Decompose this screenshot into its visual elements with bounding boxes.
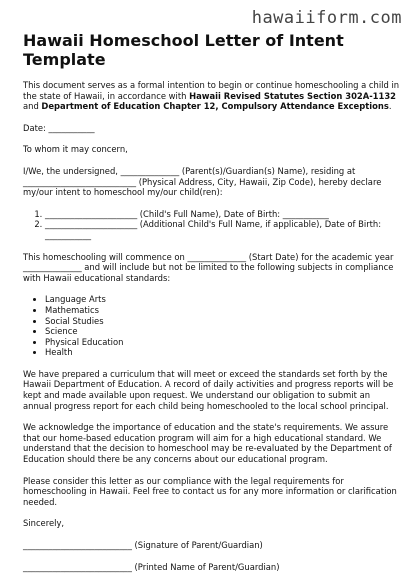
department-reference: Department of Education Chapter 12, Compulsory Attendance Exceptions xyxy=(41,101,389,112)
printed-name-line: __________________________ (Printed Name of Parent/Guardian) xyxy=(23,561,280,572)
children-list xyxy=(23,209,401,241)
date-line: Date: ___________ xyxy=(23,122,95,133)
commence-paragraph: This homeschooling will commence on ______________ (Start Date) for the academic year ______________ and will include but not be limited to the following subjects in compliance with Hawaii educational standards: xyxy=(23,251,394,283)
acknowledge-paragraph: We acknowledge the importance of education and the state's requirements. We assure that our home-based education program will aim for a high educational standard. We understand that the decision to homeschool may be re-evaluated by the Department of Education should there be any concerns about our educational program. xyxy=(23,422,392,465)
child-entry: 1. ______________________ (Child's Full Name), Date of Birth: ___________ xyxy=(45,209,401,220)
document-body xyxy=(23,80,401,583)
subject-item: • Physical Education xyxy=(45,337,401,348)
signature-line: __________________________ (Signature of Parent/Guardian) xyxy=(23,540,263,550)
site-watermark: hawaiiform.com xyxy=(251,8,402,28)
document-title: Hawaii Homeschool Letter of Intent Template xyxy=(23,31,344,69)
subject-item: • Social Studies xyxy=(45,316,401,327)
intro-text-3: . xyxy=(388,101,392,112)
intro-text-1: This document serves as a formal intention to begin or continue homeschooling a child in the state of Hawaii, in accordance with xyxy=(23,80,400,101)
compliance-paragraph: Please consider this letter as our compliance with the legal requirements for homeschooling in Hawaii. Feel free to contact us for any more information or clarification needed. xyxy=(23,475,397,507)
subject-item: • Mathematics xyxy=(45,305,401,316)
salutation: To whom it may concern, xyxy=(23,144,128,155)
subject-item: • Science xyxy=(45,326,401,337)
subjects-list xyxy=(23,294,401,358)
intro-text-2: and xyxy=(23,101,42,112)
child-entry: 2. ______________________ (Additional Child's Full Name, if applicable), Date of Birth: ___________ xyxy=(45,219,401,240)
subject-item: • Language Arts xyxy=(45,294,401,305)
intro-paragraph xyxy=(23,80,401,112)
curriculum-paragraph: We have prepared a curriculum that will meet or exceed the standards set forth by the Hawaii Department of Education. A record of daily activities and progress reports will be kept and made available upon request. We understand our obligation to submit an annual progress report for each child being homeschooled to the local school principal. xyxy=(23,368,394,411)
closing: Sincerely, xyxy=(23,518,65,529)
undersigned-paragraph: I/We, the undersigned, ______________ (Parent(s)/Guardian(s) Name), residing at ___________________________ (Physical Address, City, Hawaii, Zip Code), hereby declare my/our intent to homeschool my/our child(ren): xyxy=(23,165,382,198)
statute-reference: Hawaii Revised Statutes Section 302A-1132 xyxy=(189,90,396,101)
subject-item: • Health xyxy=(45,347,401,358)
